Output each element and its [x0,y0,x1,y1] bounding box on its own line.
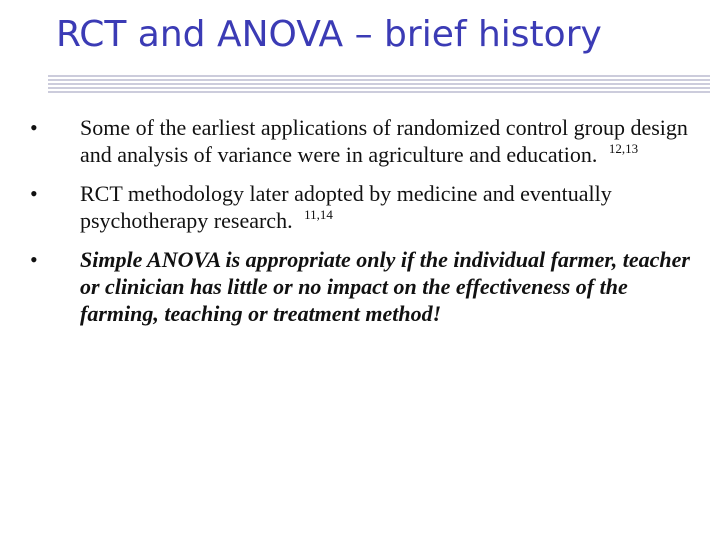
bullet-marker: • [30,181,38,206]
citation-superscript: 11,14 [304,207,333,222]
bullet-list [30,114,700,339]
bullet-item-medicine-psychotherapy [30,180,700,234]
citation-superscript: 12,13 [608,141,639,156]
slide-title: RCT and ANOVA – brief history [56,14,602,55]
bullet-text: Simple ANOVA is appropriate only if the individual farmer, teacher or clinician has little or no impact on the effectiveness of the farming, teaching or treatment method! [80,247,690,326]
bullet-item-anova-caveat [30,246,700,327]
bullet-marker: • [30,115,38,140]
bullet-text: RCT methodology later adopted by medicine and eventually psychotherapy research. [80,181,612,233]
title-divider-lines [48,74,710,96]
bullet-item-agriculture-education [30,114,700,168]
bullet-marker: • [30,247,38,272]
bullet-text: Some of the earliest applications of randomized control group design and analysis of variance were in agriculture and education. [80,115,688,167]
